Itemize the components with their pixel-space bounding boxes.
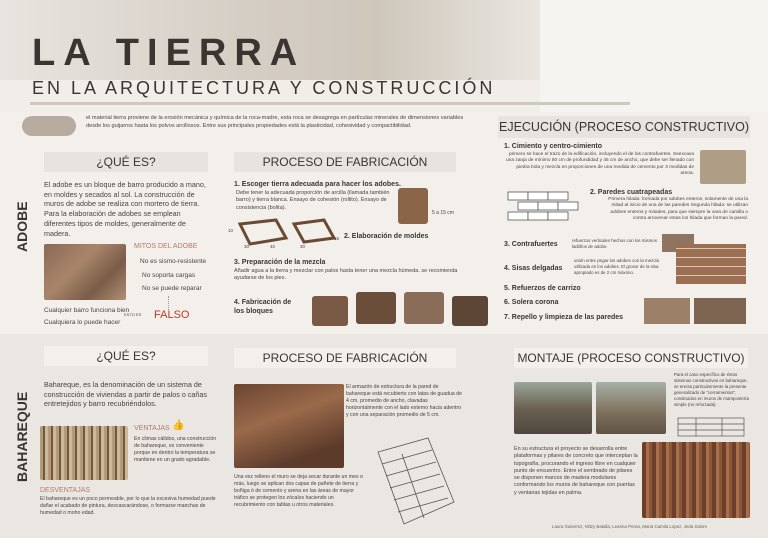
mito-1: No es sismo-resistente — [140, 258, 207, 265]
step1-title: 1. Escoger tierra adecuada para hacer los adobes. — [234, 181, 401, 188]
adobe-proceso-title: PROCESO DE FABRICACIÓN — [234, 152, 456, 172]
desventajas-text: El bahareque es un poco permeable, por lo que la excesiva humedad puede dañar el acabado de pintura, descascarándose, o formarse manchas de humedad o moho edad. — [40, 496, 216, 517]
bahareque-que-es-text: Bahareque, es la denominación de un sistema de construcción de viviendas a partir de palos o cañas entretejidos y barro recubriéndolos. — [44, 380, 208, 409]
bahareque-side-label: BAHAREQUE — [14, 391, 30, 482]
ejec-step7-title: 7. Repello y limpieza de las paredes — [504, 314, 624, 321]
falso-label: FALSO — [154, 309, 190, 321]
adobe-que-es-title: ¿QUÉ ES? — [44, 152, 208, 172]
montaje-text-2: En su estructura el proyecto se desarrolla entre plataformas y pilares de concreto que interceptan la topografía, procurando el ingreso libre en cualquier punto de encuentro. Entre el sembrado de pilares se disponen marcos de madera modulares conformando los muros de bahareque con puertas y ventanas tejidas en palma. — [514, 446, 638, 496]
mito-2: No soporta cargas — [142, 272, 196, 279]
dim-3: 40 — [270, 244, 276, 249]
step1-size: 5 a 15 cm — [432, 210, 454, 216]
dim-5: 15 — [334, 236, 340, 241]
brick-wall-image — [676, 244, 746, 284]
ejec-step4-text: unión entre pegar los adobes con la mezcla utilizada en los adobes. El grosor de la sisa apropiado es de 2 cm máximo. — [574, 258, 659, 275]
mito-3: No se puede reparar — [142, 285, 202, 292]
bahareque-que-es-title: ¿QUÉ ES? — [44, 346, 208, 366]
ejec-step1-text: primero se hace el trazo de la edificación, incluyendo el de los contrafuertes. Seexcava una zanja de mínimo 50 cm de profundidad y 45 cm de ancho, que debe ser llenado con piedra bola y mezcla en proporciones de una medida de cemento por 3 medidas de arena. — [505, 152, 694, 177]
brick-making-image-2 — [356, 292, 396, 324]
mito-4: Cualquier barro funciona bien — [44, 307, 130, 314]
header-right-bg — [540, 0, 768, 112]
bahareque-process-photo — [234, 384, 344, 468]
page-title: LA TIERRA — [32, 32, 306, 74]
ejecucion-title: EJECUCIÓN (PROCESO CONSTRUCTIVO) — [498, 116, 750, 138]
plaster-image-2 — [694, 298, 746, 324]
ejec-step5-title: 5. Refuerzos de carrizo — [504, 285, 581, 292]
montaje-title: MONTAJE (PROCESO CONSTRUCTIVO) — [514, 348, 748, 368]
ejec-step2-text: Primera hilada: formada por adobes enteros, solamente de una la mitad al inicio de una de las paredes Segunda hilada: se utilizan adobes enteros y mitades, para que siempre la vara de camilla o contra arrovenar estas los hilada que forman la pared. — [608, 197, 748, 222]
brick-making-image-4 — [452, 296, 488, 326]
falso-prefix: ESTO ES — [124, 312, 142, 317]
intro-text: el material tierra proviene de la erosión mecánica y química de la roca-madre, esta roca se desagrega en partículas minerales de dimensiones variables desde los guijarros hasta los polvos arcillosos. Entre sus principales propiedades está la plasticidad, cohesividad y compactibilidad. — [86, 115, 464, 130]
dim-4: 30 — [300, 244, 306, 249]
mito-5: Cualquiera lo puede hacer — [44, 319, 121, 326]
step3-title: 3. Preparación de la mezcla — [234, 259, 326, 266]
foundation-image — [700, 150, 746, 184]
soil-roll-image — [398, 188, 428, 224]
bahareque-wall-image — [40, 426, 128, 480]
cloud-icon — [22, 116, 76, 136]
step4-title: 4. Fabricación de los bloques — [234, 299, 292, 316]
house-photo-2 — [596, 382, 666, 434]
brick-making-image-3 — [404, 292, 444, 324]
bahareque-section-diagram — [368, 432, 464, 530]
desventajas-title: DESVENTAJAS — [40, 487, 91, 494]
dim-1: 10 — [228, 228, 234, 233]
ejec-step3-text: refuerzos verticales hechos con los mismos ladrillos de adobe. — [572, 238, 657, 249]
house-photo-1 — [514, 382, 592, 434]
bahareque-wall-closeup — [642, 442, 750, 518]
adobe-side-label: ADOBE — [14, 201, 30, 252]
bahareque-proceso-title: PROCESO DE FABRICACIÓN — [234, 348, 456, 368]
proceso-text-1: El armazón de estructura de la pared de bahareque está recubierto con latas de guadua de 4 cm. promedio de ancho, clavadas horizontalmente con el lado externo hacia adentro y con una separación promedio de 5 cm. — [346, 384, 462, 419]
ventajas-text: En climas cálidos, una construcción de bahareque, es conveniente porque en dentro la temperatura se mantiene en un grado agradable. — [134, 436, 217, 464]
step3-text: Añadir agua a la tierra y mezclar con palos hasta tener una mezcla húmeda. se recomienda ayudarse de los pies. — [234, 268, 458, 282]
ventajas-title: VENTAJAS — [134, 425, 170, 432]
credits: Laura Gutierrez, Mitzy Batalla, Leanna Perea, Maria Camila Lopez, Jeda Salom — [552, 524, 707, 529]
montaje-diagram — [674, 412, 750, 440]
mitos-title: MITOS DEL ADOBE — [134, 243, 198, 250]
dim-2: 30 — [244, 244, 250, 249]
ejec-step2-title: 2. Paredes cuatrapeadas — [590, 189, 673, 196]
wall-bond-diagram — [502, 182, 588, 232]
mitos-connector — [168, 296, 169, 310]
page-subtitle: EN LA ARQUITECTURA Y CONSTRUCCIÓN — [32, 78, 496, 98]
step1-text: Debe tener la adecuada proporción de arcilla (llamada también barro) y tierra blanca. Ensayo de cohesión (rollito). Ensayo de consistencia (bolita). — [236, 190, 390, 211]
ejec-step4-title: 4. Sisas delgadas — [504, 265, 563, 272]
header-divider — [30, 102, 630, 105]
montaje-text-1: Para el caso específico de éstos sistemas constructivos en bahareque, se erecta particularmente la presente generalizado de "cerramientos", construidos en muros de mampostería simple (no reforzada). — [674, 372, 749, 407]
proceso-text-2: Una vez relleno el muro se deja secar durante un mes o más, luego se aplican dos capas de pañete de tierra y boñiga ó de cemento y arena en las áreas de mayor tráfico se protegen los zócalos haciendo un recubrimiento con tablas u otros materiales. — [234, 474, 363, 509]
ejec-step1-title: 1. Cimiento y centro-cimiento — [504, 143, 603, 150]
step2-title: 2. Elaboración de moldes — [344, 233, 429, 240]
thumbs-up-icon: 👍 — [172, 420, 185, 431]
cracked-earth-image — [44, 244, 126, 300]
adobe-que-es-text: El adobe es un bloque de barro producido a mano, en moldes y secados al sol. La construcción de muros de adobe se realiza con mortero de tierra. Para la elaboración de adobes se emplean diferentes tipos de moldes, generalmente de madera. — [44, 180, 206, 238]
plaster-image-1 — [644, 298, 690, 324]
ejec-step6-title: 6. Solera corona — [504, 299, 559, 306]
brick-making-image-1 — [312, 296, 348, 326]
ejec-step3-title: 3. Contrafuertes — [504, 241, 558, 248]
